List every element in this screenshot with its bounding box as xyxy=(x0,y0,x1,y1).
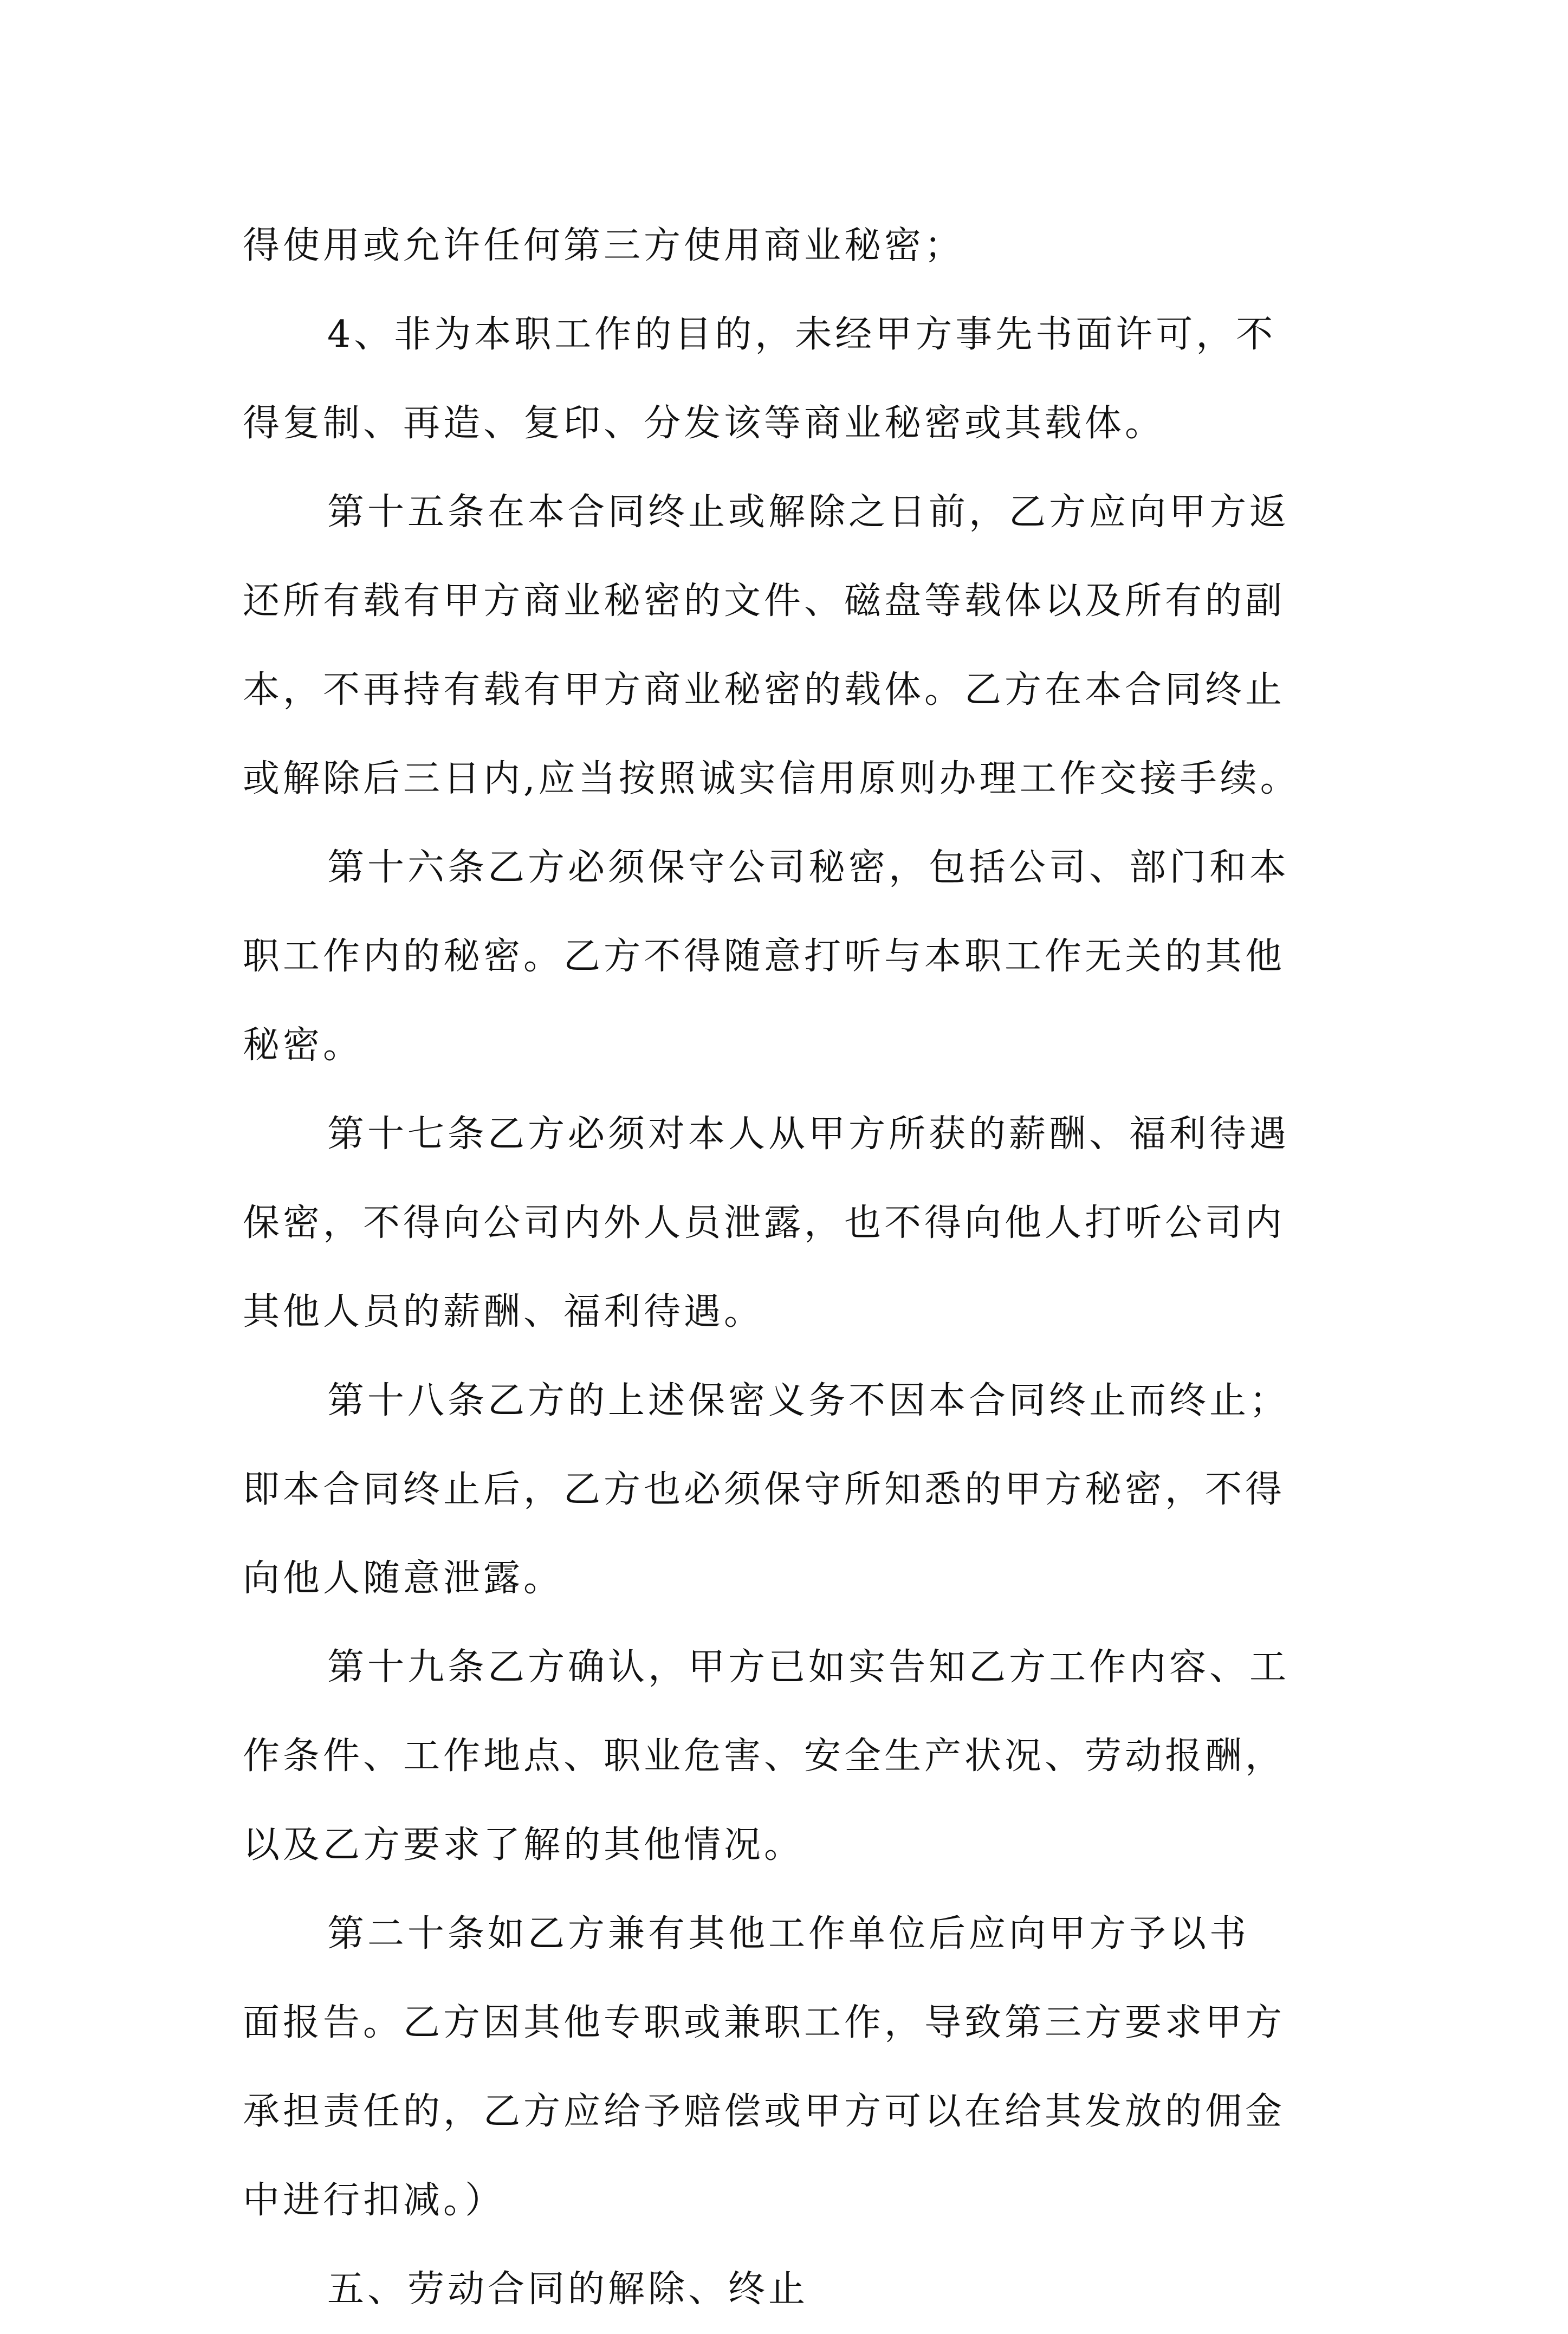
text-line: 秘密。 xyxy=(243,1024,364,1067)
text-line: 作条件、工作地点、职业危害、安全生产状况、劳动报酬， xyxy=(243,1735,1286,1778)
text-line: 其他人员的薪酬、福利待遇。 xyxy=(243,1291,764,1333)
text-line: 4、非为本职工作的目的，未经甲方事先书面许可，不 xyxy=(327,313,1277,356)
text-line: 第十八条乙方的上述保密义务不因本合同终止而终止； xyxy=(327,1379,1290,1422)
text-line: 本，不再持有载有甲方商业秘密的载体。乙方在本合同终止 xyxy=(243,669,1286,711)
text-line: 还所有载有甲方商业秘密的文件、磁盘等载体以及所有的副 xyxy=(243,580,1286,623)
text-line: 得复制、再造、复印、分发该等商业秘密或其载体。 xyxy=(243,402,1165,445)
text-line: 即本合同终止后，乙方也必须保守所知悉的甲方秘密，不得 xyxy=(243,1468,1286,1511)
text-line: 第十六条乙方必须保守公司秘密，包括公司、部门和本 xyxy=(327,846,1290,889)
text-line: 或解除后三日内,应当按照诚实信用原则办理工作交接手续。 xyxy=(243,757,1300,800)
text-line: 保密，不得向公司内外人员泄露，也不得向他人打听公司内 xyxy=(243,1202,1286,1244)
text-line: 第二十条如乙方兼有其他工作单位后应向甲方予以书 xyxy=(327,1912,1250,1955)
section-heading: 五、劳动合同的解除、终止 xyxy=(327,2268,809,2311)
text-line: 第十九条乙方确认，甲方已如实告知乙方工作内容、工 xyxy=(327,1646,1290,1689)
text-line: 第十七条乙方必须对本人从甲方所获的薪酬、福利待遇 xyxy=(327,1113,1290,1156)
text-line: 中进行扣减。） xyxy=(243,2179,506,2222)
text-line: 职工作内的秘密。乙方不得随意打听与本职工作无关的其他 xyxy=(243,935,1286,978)
text-line: 面报告。乙方因其他专职或兼职工作，导致第三方要求甲方 xyxy=(243,2001,1286,2044)
text-line: 第十五条在本合同终止或解除之日前，乙方应向甲方返 xyxy=(327,491,1290,534)
text-line: 以及乙方要求了解的其他情况。 xyxy=(243,1824,805,1866)
text-line: 承担责任的，乙方应给予赔偿或甲方可以在给其发放的佣金 xyxy=(243,2090,1286,2133)
contract-text-body xyxy=(243,202,1352,2334)
text-line: 向他人随意泄露。 xyxy=(243,1557,564,1600)
text-line: 得使用或允许任何第三方使用商业秘密； xyxy=(243,224,965,267)
